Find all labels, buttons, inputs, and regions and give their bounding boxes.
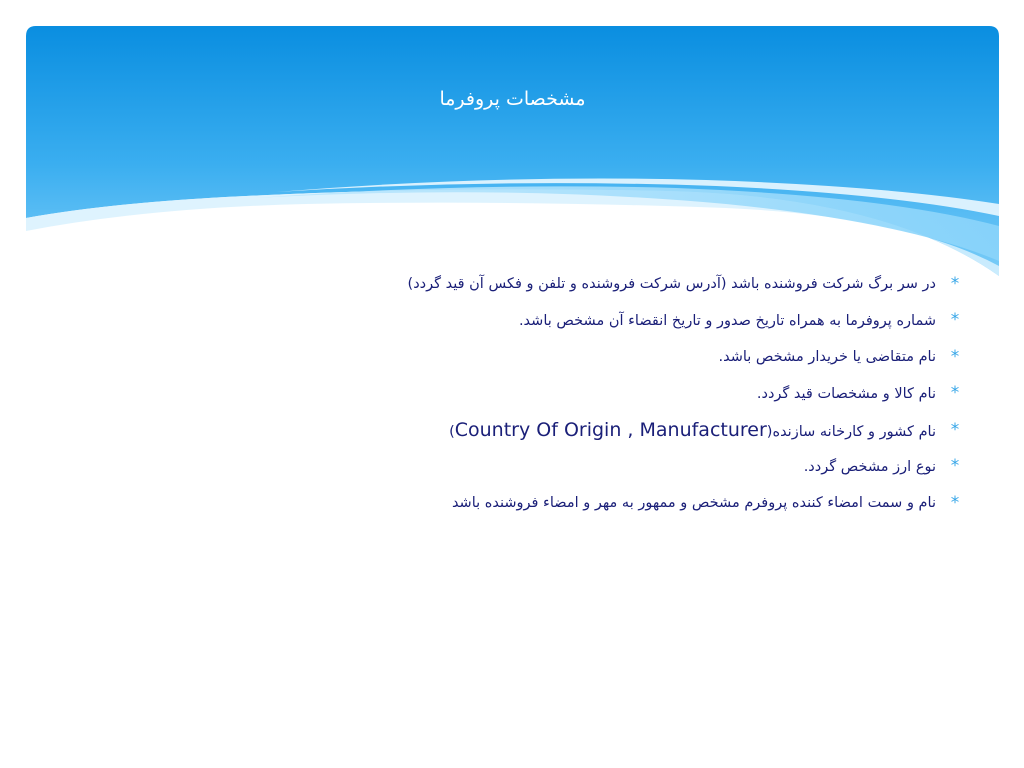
list-item-text-latin: Country Of Origin , Manufacturer <box>454 419 767 442</box>
asterisk-bullet-icon: * <box>950 383 960 404</box>
list-item <box>266 339 966 376</box>
open-paren: ( <box>766 424 773 441</box>
bullet-list <box>266 266 966 522</box>
asterisk-bullet-icon: * <box>950 419 960 440</box>
list-item-text: نوع ارز مشخص گردد. <box>803 458 936 475</box>
list-item <box>266 303 966 340</box>
asterisk-bullet-icon: * <box>950 310 960 331</box>
asterisk-bullet-icon: * <box>950 492 960 513</box>
header-band <box>26 26 999 286</box>
list-item-text: نام کالا و مشخصات قید گردد. <box>756 385 936 402</box>
list-item-text: نام و سمت امضاء کننده پروفرم مشخص و ممهور به مهر و امضاء فروشنده باشد <box>451 495 936 512</box>
list-item <box>266 412 966 449</box>
list-item <box>266 449 966 486</box>
asterisk-bullet-icon: * <box>950 456 960 477</box>
list-item-text: در سر برگ شرکت فروشنده باشد (آدرس شرکت فروشنده و تلفن و فکس آن قید گردد) <box>407 276 936 293</box>
asterisk-bullet-icon: * <box>950 273 960 294</box>
list-item-text: نام متقاضی یا خریدار مشخص باشد. <box>718 349 936 366</box>
slide-title: مشخصات پروفرما <box>439 88 586 110</box>
list-item <box>266 485 966 522</box>
close-paren: ) <box>449 424 455 441</box>
list-item-text: شماره پروفرما به همراه تاریخ صدور و تاریخ انقضاء آن مشخص باشد. <box>518 312 936 329</box>
header-wave-graphic <box>26 26 999 286</box>
list-item-text <box>449 419 936 441</box>
list-item <box>266 376 966 413</box>
list-item <box>266 266 966 303</box>
asterisk-bullet-icon: * <box>950 346 960 367</box>
list-item-text-persian: نام کشور و کارخانه سازنده <box>772 424 936 441</box>
